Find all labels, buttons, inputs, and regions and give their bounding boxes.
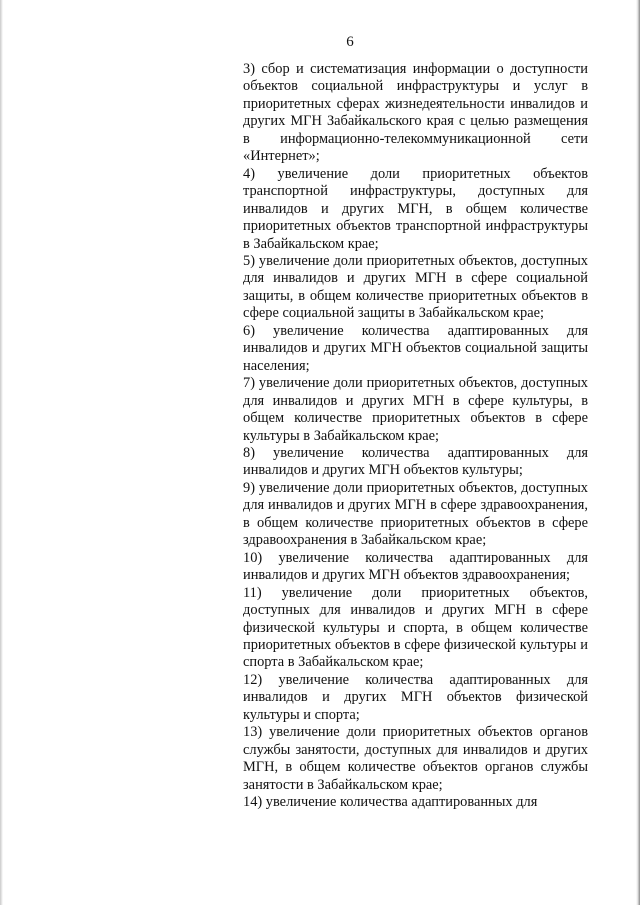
list-item-7: 7) увеличение доли приоритетных объектов, доступных для инвалидов и других МГН в сфере культуры, в общем количестве приоритетных объектов в сфере культуры в Забайкальском крае; xyxy=(243,375,588,444)
list-item-14: 14) увеличение количества адаптированных для xyxy=(243,794,538,811)
list-item-8: 8) увеличение количества адаптированных для инвалидов и других МГН объектов культуры; xyxy=(243,444,588,479)
document-body xyxy=(243,61,588,811)
scan-edge-left xyxy=(0,0,3,905)
list-item-9: 9) увеличение доли приоритетных объектов, доступных для инвалидов и других МГН в сфере здравоохранения, в общем количестве приоритетных объектов в сфере здравоохранения в Забайкальском крае; xyxy=(243,479,588,549)
list-item-6: 6) увеличение количества адаптированных для инвалидов и других МГН объектов социальной защиты населения; xyxy=(243,322,588,374)
list-item-5: 5) увеличение доли приоритетных объектов, доступных для инвалидов и других МГН в сфере социальной защиты, в общем количестве приоритетных объектов в сфере социальной защиты в Забайкальском крае; xyxy=(243,252,588,322)
list-item-3: 3) сбор и систематизация информации о доступности объектов социальной инфраструктуры и услуг в приоритетных сферах жизнедеятельности инвалидов и других МГН Забайкальского края с целью размещения в информационно-телекоммуникационной сети «Интернет»; xyxy=(243,61,588,165)
list-item-11: 11) увеличение доли приоритетных объектов, доступных для инвалидов и других МГН в сфере физической культуры и спорта, в общем количестве приоритетных объектов в сфере физической культуры и спорта в Забайкальском крае; xyxy=(243,584,588,671)
list-item-4: 4) увеличение доли приоритетных объектов транспортной инфраструктуры, доступных для инвалидов и других МГН, в общем количестве приоритетных объектов транспортной инфраструктуры в Забайкальском крае; xyxy=(243,165,588,252)
page-number: 6 xyxy=(346,34,354,50)
list-item-13: 13) увеличение доли приоритетных объектов органов службы занятости, доступных для инвалидов и других МГН, в общем количестве объектов органов службы занятости в Забайкальском крае; xyxy=(243,724,588,793)
list-item-10: 10) увеличение количества адаптированных для инвалидов и других МГН объектов здравоохранения; xyxy=(243,549,588,584)
list-item-12: 12) увеличение количества адаптированных для инвалидов и других МГН объектов физической культуры и спорта; xyxy=(243,671,588,723)
scan-edge-right xyxy=(636,0,640,905)
